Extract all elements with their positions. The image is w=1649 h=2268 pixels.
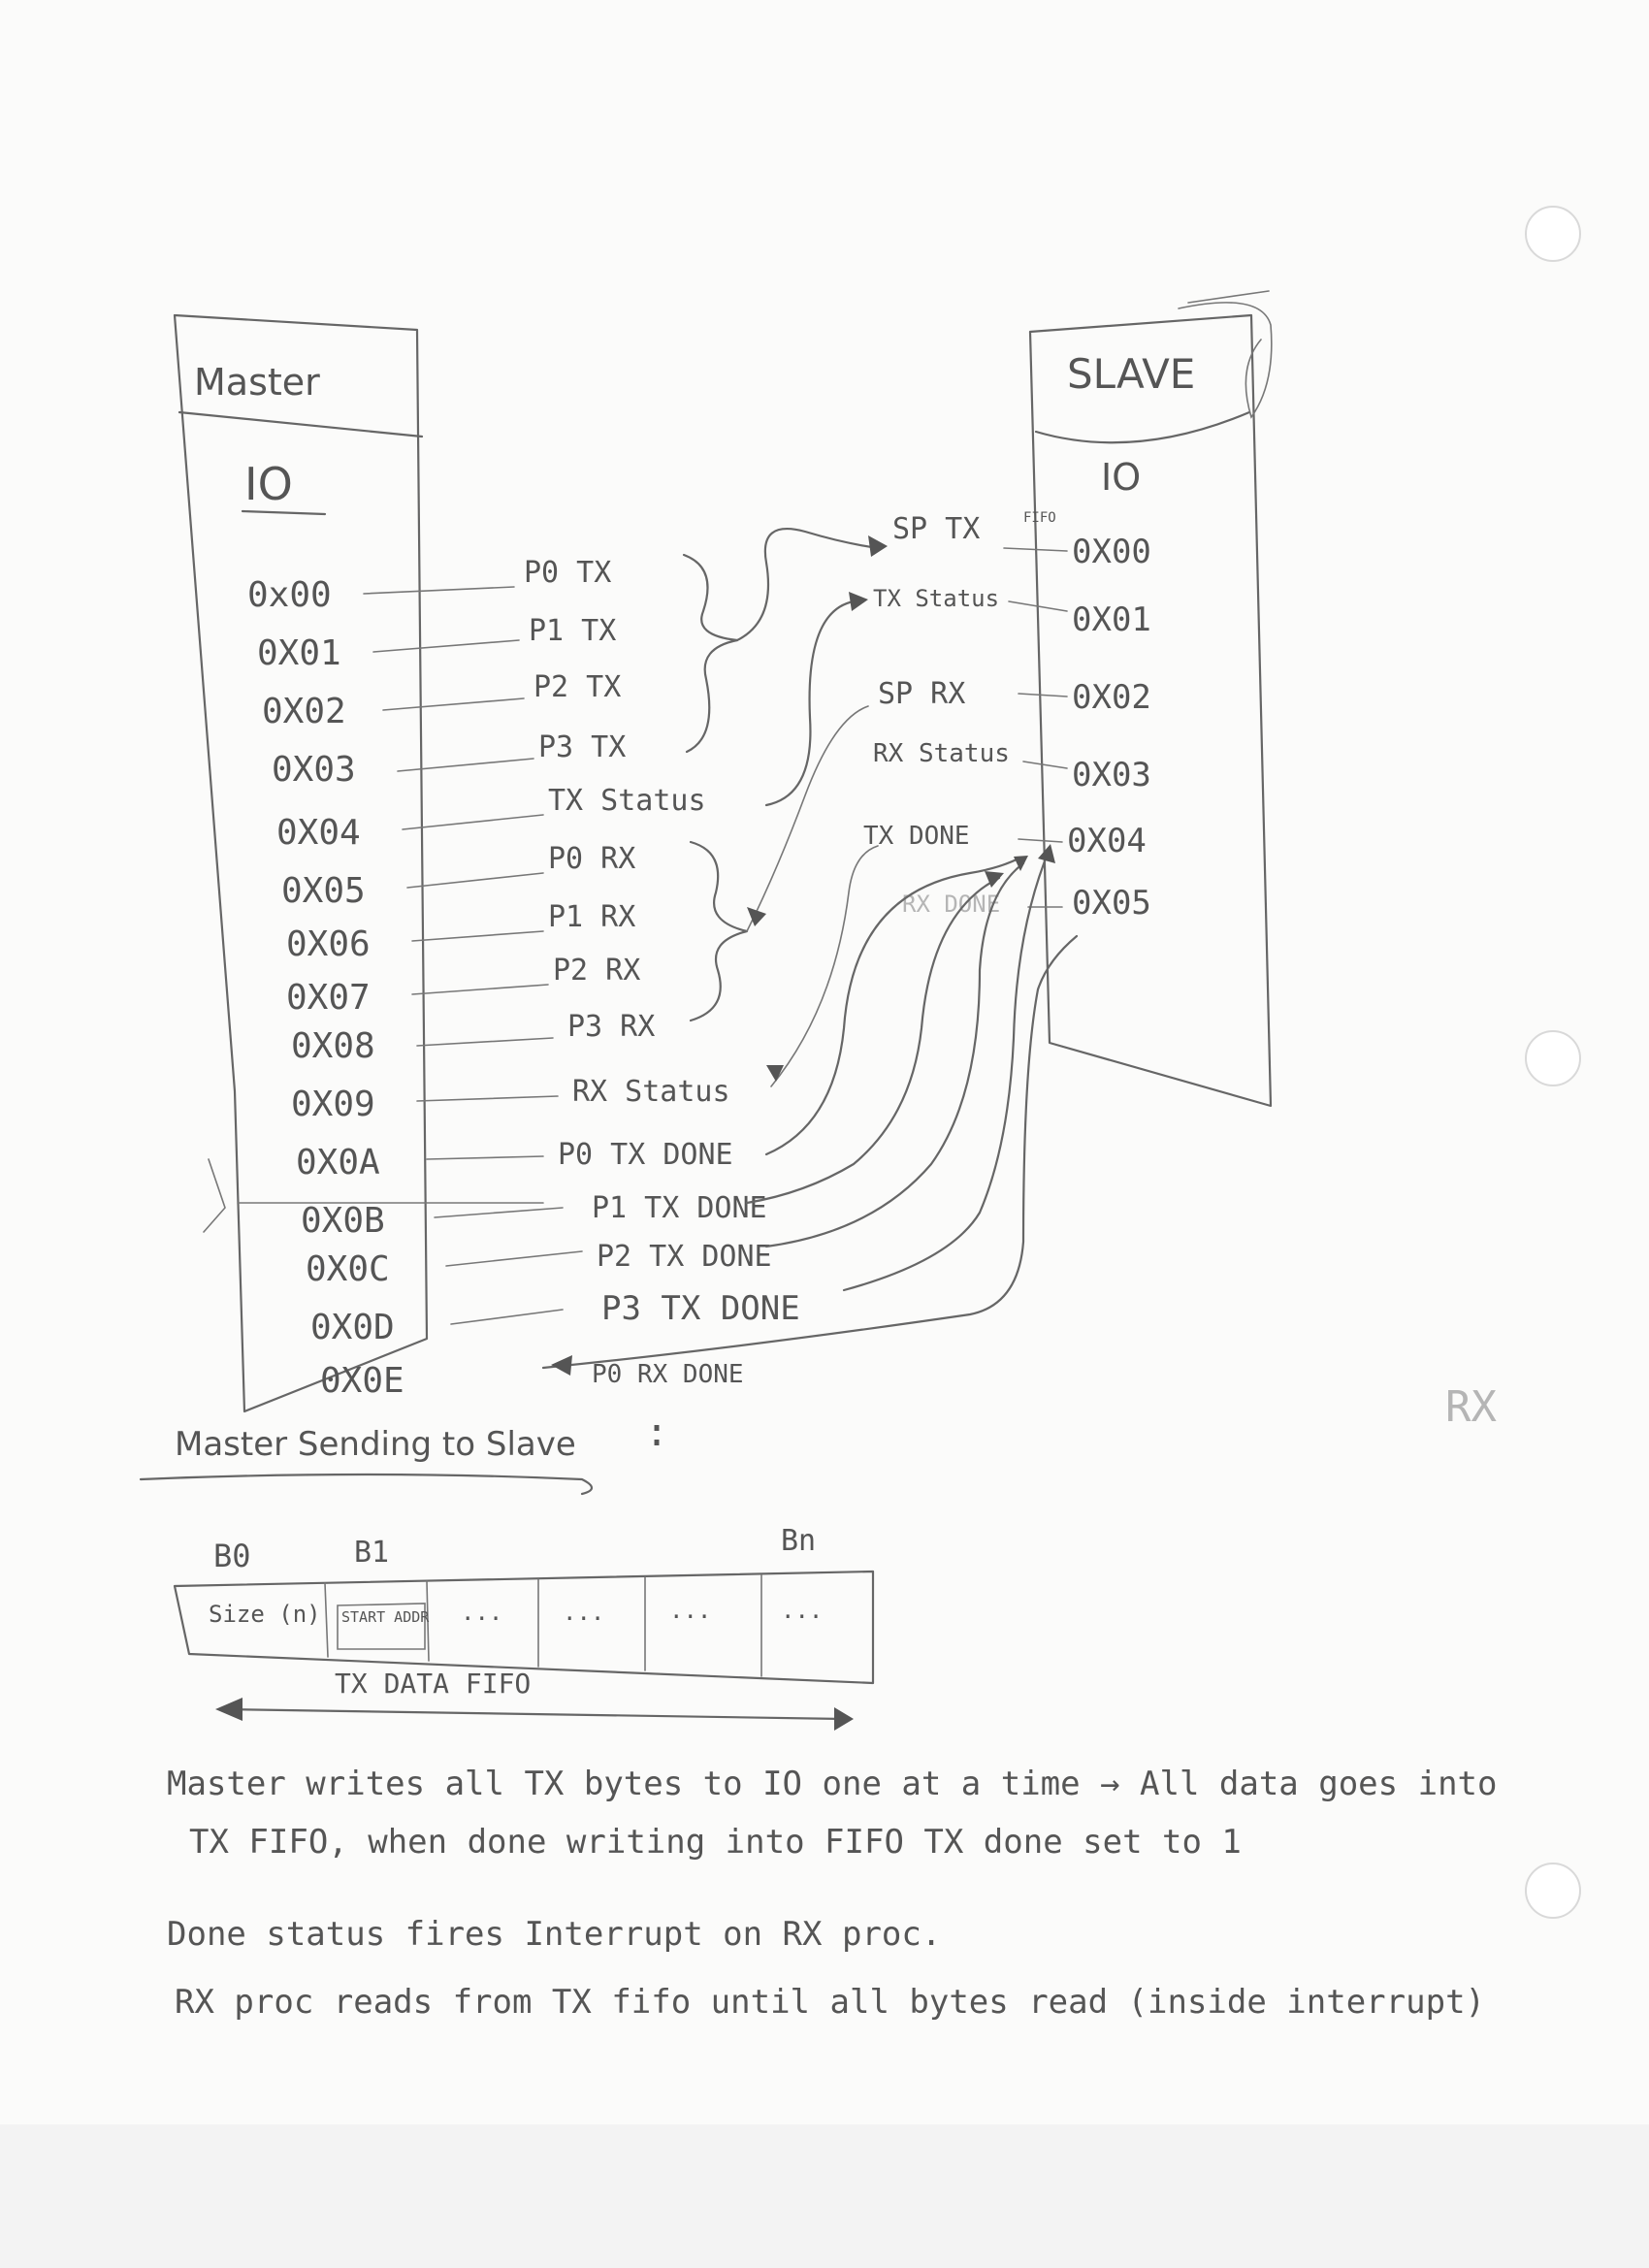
slave-address: 0X04 <box>1067 822 1147 860</box>
slave-signal: RX Status <box>873 739 1010 768</box>
notes <box>167 1765 1497 2022</box>
master-address: 0X0E <box>320 1361 404 1401</box>
master-io-underline <box>242 511 325 514</box>
slave-fifo-tag: FIFO <box>1023 510 1056 526</box>
master-signal: P0 RX DONE <box>592 1360 744 1389</box>
master-signal: P0 RX <box>548 842 636 876</box>
master-address: 0X0A <box>296 1143 380 1183</box>
note-line: Done status fires Interrupt on RX proc. <box>167 1915 942 1954</box>
slave-io-label: IO <box>1101 456 1142 499</box>
fifo-section-ellipsis: : <box>645 1410 669 1455</box>
master-address: 0X08 <box>291 1026 375 1066</box>
slave-signal: TX DONE <box>863 822 970 851</box>
master-address: 0X04 <box>276 813 361 853</box>
fifo-cell: ... <box>781 1597 824 1624</box>
slave-tick-lines <box>1004 548 1067 907</box>
slave-signal: RX DONE <box>902 891 1001 918</box>
master-signal-column <box>524 556 800 1389</box>
slave-address: 0X03 <box>1072 756 1151 794</box>
fifo-span-arrow <box>223 1709 844 1719</box>
master-signal: P3 TX DONE <box>601 1289 800 1328</box>
fifo-heading-underline <box>141 1474 592 1494</box>
master-signal: TX Status <box>548 784 706 818</box>
fifo-caption: TX DATA FIFO <box>335 1668 532 1700</box>
master-signal: P0 TX <box>524 556 612 590</box>
master-signal: P1 TX DONE <box>592 1191 767 1225</box>
master-address: 0X07 <box>286 978 371 1018</box>
master-address: 0X01 <box>257 633 341 673</box>
note-line: Master writes all TX bytes to IO one at a time → All data goes into <box>167 1765 1498 1803</box>
note-line: RX proc reads from TX fifo until all bytes read (inside interrupt) <box>175 1983 1486 2022</box>
master-address: 0X0D <box>310 1308 395 1347</box>
master-signal: P2 TX DONE <box>597 1240 772 1274</box>
slave-address-column <box>1067 533 1151 923</box>
slave-title: SLAVE <box>1067 350 1196 398</box>
rx-brace <box>691 842 747 1021</box>
master-address: 0x00 <box>247 575 332 615</box>
slave-signal: TX Status <box>873 585 1000 612</box>
master-address: 0X05 <box>281 871 366 911</box>
fifo-cell: ... <box>669 1597 712 1624</box>
fifo-cell-start-addr: START ADDR <box>341 1608 430 1626</box>
fifo-byte-label-bn: Bn <box>781 1524 817 1558</box>
master-signal: P3 RX <box>567 1010 656 1044</box>
slave-signal: SP RX <box>878 677 966 711</box>
slave-signal: SP TX <box>892 512 981 546</box>
master-signal: P1 RX <box>548 900 636 934</box>
slave-address: 0X01 <box>1072 600 1151 639</box>
slave-address: 0X05 <box>1072 884 1151 923</box>
fifo-byte-label-b1: B1 <box>354 1536 390 1570</box>
master-address: 0X03 <box>272 750 356 790</box>
master-box <box>175 315 543 1411</box>
master-signal: RX Status <box>572 1075 730 1109</box>
master-address: 0X0B <box>301 1201 385 1241</box>
master-signal: P0 TX DONE <box>558 1138 733 1172</box>
master-signal: P2 TX <box>534 670 622 704</box>
master-address-column <box>247 575 404 1401</box>
master-signal: P2 RX <box>553 954 641 988</box>
note-line: TX FIFO, when done writing into FIFO TX done set to 1 <box>189 1823 1242 1862</box>
master-title: Master <box>194 361 320 404</box>
master-address: 0X0C <box>306 1249 390 1289</box>
master-address: 0X06 <box>286 924 371 964</box>
fifo-cell-size: Size (n) <box>209 1601 321 1628</box>
fifo-section-heading: Master Sending to Slave <box>175 1425 576 1464</box>
master-address: 0X02 <box>262 692 346 731</box>
tx-brace <box>684 555 737 752</box>
master-io-label: IO <box>244 458 293 510</box>
slave-address: 0X00 <box>1072 533 1151 571</box>
master-address: 0X09 <box>291 1085 375 1124</box>
fifo-cell: ... <box>461 1599 503 1626</box>
master-signal: P3 TX <box>538 730 627 764</box>
fifo-byte-label-b0: B0 <box>213 1538 251 1574</box>
slave-address: 0X02 <box>1072 678 1151 717</box>
stray-mark: RX <box>1445 1382 1497 1432</box>
master-signal: P1 TX <box>529 614 617 648</box>
fifo-cell: ... <box>563 1599 605 1626</box>
